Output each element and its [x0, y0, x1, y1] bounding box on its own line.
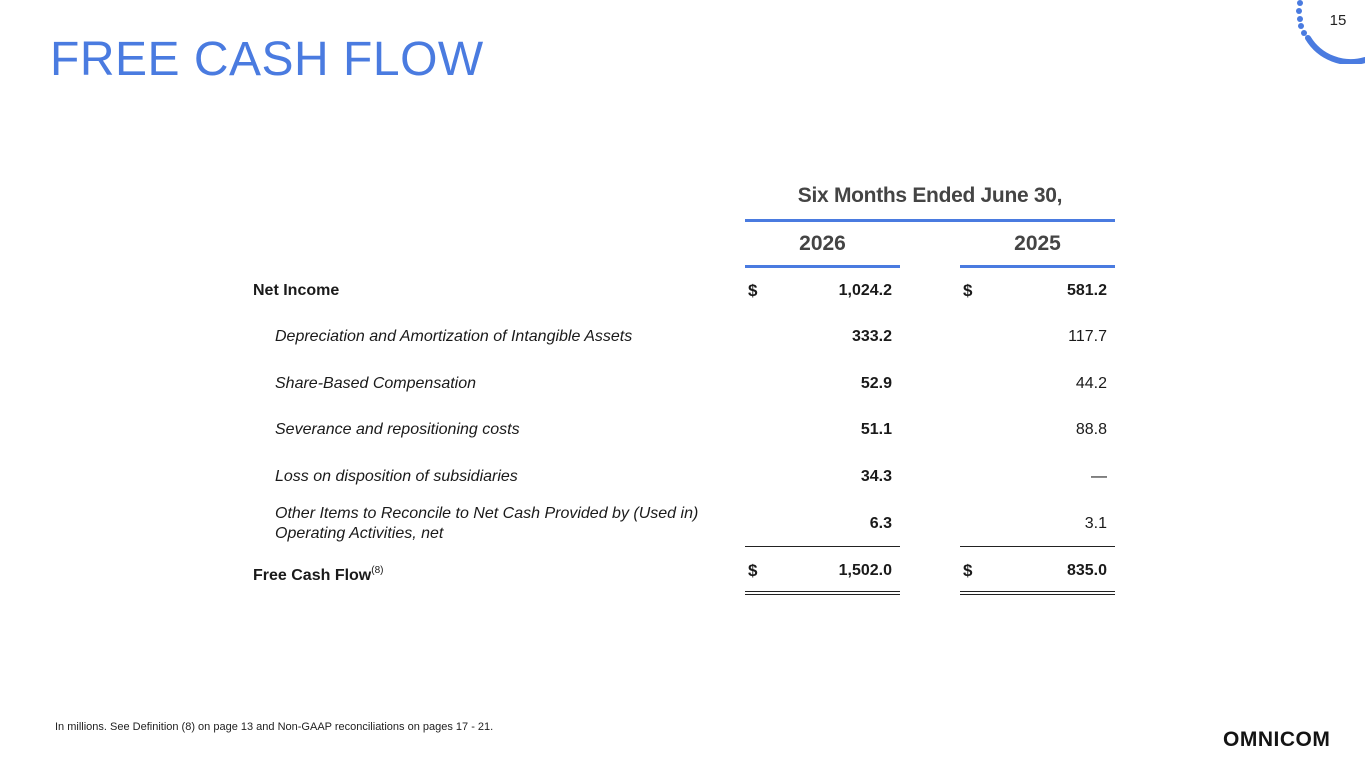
total-double-rule-current: [745, 594, 900, 595]
total-label: [253, 561, 383, 586]
currency-symbol: $: [963, 561, 973, 580]
page-number: 15: [1329, 12, 1347, 29]
currency-symbol: $: [963, 281, 973, 300]
row-label-line: Other Items to Reconcile to Net Cash Provided by (Used in): [275, 505, 699, 522]
currency-symbol: $: [748, 281, 758, 300]
page-title: FREE CASH FLOW: [50, 33, 484, 86]
period-header: Six Months Ended June 30,: [797, 184, 1063, 207]
prior-value: —: [1091, 468, 1107, 485]
table-row-total: [0, 561, 1365, 591]
row-label: Share-Based Compensation: [275, 375, 477, 392]
prior-value: 88.8: [1075, 421, 1107, 438]
corner-arc-decoration: [1288, 0, 1365, 64]
prior-value: 835.0: [1066, 562, 1107, 579]
year-header-prior: 2025: [1014, 232, 1061, 255]
current-value: 52.9: [860, 375, 892, 392]
row-label: [275, 504, 698, 544]
table-row-net-income: [0, 281, 1365, 311]
subtotal-rule-prior: [960, 546, 1115, 547]
total-label-text: Free Cash Flow: [253, 567, 372, 584]
row-label: Severance and repositioning costs: [275, 421, 520, 438]
row-label-line: Operating Activities, net: [275, 525, 444, 542]
current-value: 34.3: [860, 468, 892, 485]
year-rule-prior: [960, 265, 1115, 268]
current-value: 51.1: [860, 421, 892, 438]
table-row: [0, 467, 1365, 497]
table-row: [0, 374, 1365, 404]
current-value: 6.3: [869, 515, 892, 532]
current-value: 1,502.0: [838, 562, 892, 579]
table-row: [0, 420, 1365, 450]
row-label: Depreciation and Amortization of Intangible Assets: [275, 328, 633, 345]
period-header-rule: [745, 219, 1115, 222]
total-double-rule-current: [745, 591, 900, 592]
prior-value: 44.2: [1075, 375, 1107, 392]
currency-symbol: $: [748, 561, 758, 580]
table-row: [0, 504, 1365, 548]
row-label: Loss on disposition of subsidiaries: [275, 468, 518, 485]
prior-value: 117.7: [1068, 328, 1107, 345]
omnicom-logo: OMNICOM: [1223, 728, 1331, 751]
subtotal-rule-current: [745, 546, 900, 547]
row-label: Net Income: [253, 282, 340, 299]
table-row: [0, 327, 1365, 357]
total-double-rule-prior: [960, 594, 1115, 595]
total-double-rule-prior: [960, 591, 1115, 592]
footnote: In millions. See Definition (8) on page 13 and Non-GAAP reconciliations on pages 17 - 21.: [55, 721, 494, 733]
footnote-ref: (8): [371, 565, 384, 576]
prior-value: 581.2: [1066, 282, 1107, 299]
year-header-current: 2026: [799, 232, 846, 255]
current-value: 333.2: [851, 328, 892, 345]
prior-value: 3.1: [1084, 515, 1107, 532]
year-rule-current: [745, 265, 900, 268]
current-value: 1,024.2: [838, 282, 892, 299]
